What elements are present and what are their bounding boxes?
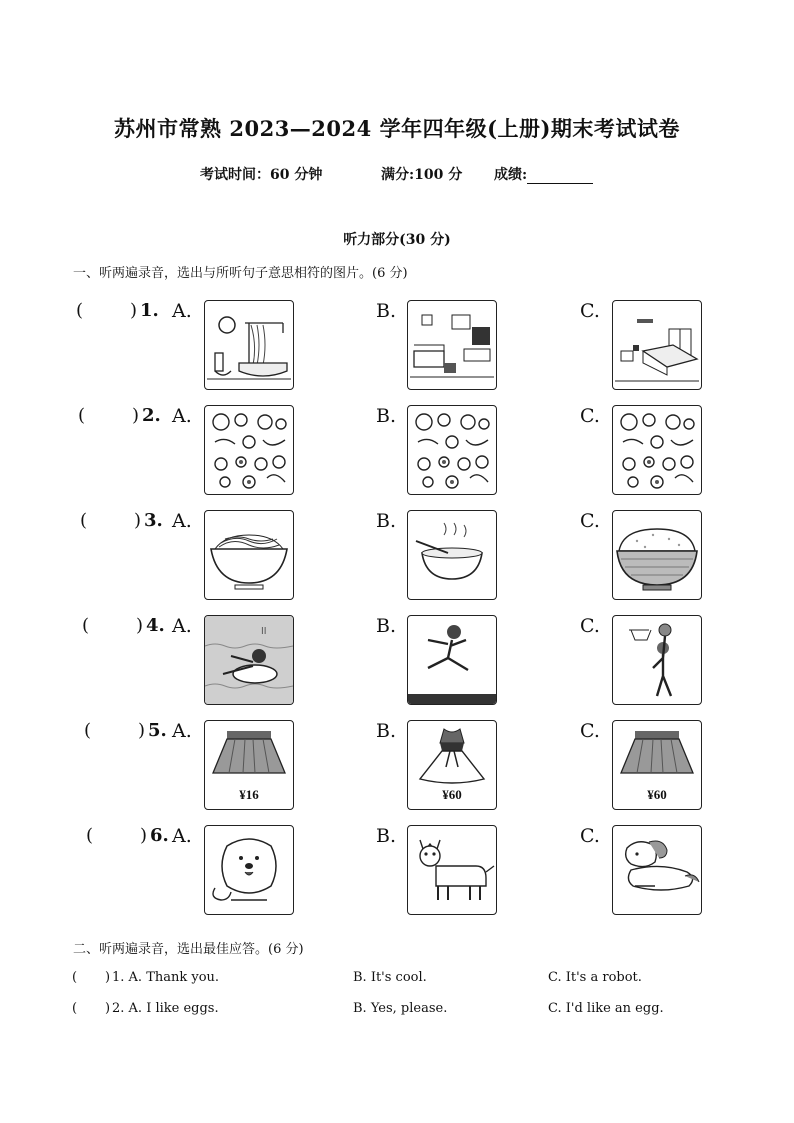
q5-option-a-price: ¥16 — [239, 787, 259, 802]
q3-option-b-soup-picture[interactable] — [407, 510, 497, 600]
q2-answer-paren-close: ) — [132, 405, 140, 426]
score-blank[interactable] — [527, 169, 593, 184]
q3-answer-paren-open[interactable]: ( — [80, 510, 88, 531]
part2-q2-option-a: 2. A. I like eggs. — [112, 1001, 219, 1016]
q3-option-b-label: B. — [376, 510, 397, 532]
q1-option-c-bedroom-picture[interactable] — [612, 300, 702, 390]
q6-option-a-label: A. — [172, 825, 192, 847]
q3-answer-paren-close: ) — [134, 510, 142, 531]
q6-option-b-label: B. — [376, 825, 397, 847]
part2-instruction: 二、听两遍录音，选出最佳应答。(6 分) — [73, 942, 304, 957]
q5-number: 5. — [148, 720, 167, 741]
q5-option-b-dress-picture[interactable] — [407, 720, 497, 810]
part2-q2-option-b: B. Yes, please. — [353, 1001, 448, 1016]
q6-option-b-corgi-picture[interactable] — [407, 825, 497, 915]
q4-answer-paren-open[interactable]: ( — [82, 615, 90, 636]
q5-option-c-label: C. — [580, 720, 600, 742]
q6-option-a-fluffy-dog-picture[interactable] — [204, 825, 294, 915]
q2-option-c-fruits-picture[interactable] — [612, 405, 702, 495]
part2-q2-option-c: C. I'd like an egg. — [548, 1001, 664, 1016]
q4-option-c-label: C. — [580, 615, 600, 637]
q2-option-b-fruits-picture[interactable] — [407, 405, 497, 495]
q4-option-b-jumping-picture[interactable] — [407, 615, 497, 705]
part1-instruction: 一、听两遍录音，选出与所听句子意思相符的图片。(6 分) — [73, 266, 408, 281]
q1-option-b-label: B. — [376, 300, 397, 322]
q1-answer-paren-close: ) — [130, 300, 138, 321]
q6-option-c-lying-dog-picture[interactable] — [612, 825, 702, 915]
q3-option-c-rice-picture[interactable] — [612, 510, 702, 600]
q1-option-a-label: A. — [172, 300, 192, 322]
part2-q2-paren-close: ) — [105, 1001, 111, 1016]
q4-option-b-label: B. — [376, 615, 397, 637]
q3-option-a-noodles-picture[interactable] — [204, 510, 294, 600]
q4-option-c-basketball-picture[interactable] — [612, 615, 702, 705]
q1-option-a-bathroom-picture[interactable] — [204, 300, 294, 390]
q4-number: 4. — [146, 615, 165, 636]
q4-answer-paren-close: ) — [136, 615, 144, 636]
listening-heading: 听力部分(30 分) — [343, 232, 451, 248]
q2-answer-paren-open[interactable]: ( — [78, 405, 86, 426]
q5-answer-paren-open[interactable]: ( — [84, 720, 92, 741]
q6-number: 6. — [150, 825, 169, 846]
part2-q2-paren-open[interactable]: ( — [72, 1001, 78, 1016]
q2-option-c-label: C. — [580, 405, 600, 427]
q3-option-a-label: A. — [172, 510, 192, 532]
q6-option-c-label: C. — [580, 825, 600, 847]
q2-option-b-label: B. — [376, 405, 397, 427]
part2-q1-option-a: 1. A. Thank you. — [112, 970, 220, 985]
part2-q1-option-c: C. It's a robot. — [548, 970, 642, 985]
q5-option-c-skirt-picture[interactable] — [612, 720, 702, 810]
score-field — [494, 164, 593, 184]
part2-q1-paren-open[interactable]: ( — [72, 970, 78, 985]
q1-option-c-label: C. — [580, 300, 600, 322]
q5-option-b-price: ¥60 — [442, 787, 462, 802]
q4-option-a-label: A. — [172, 615, 192, 637]
q2-number: 2. — [142, 405, 161, 426]
part2-q1-paren-close: ) — [105, 970, 111, 985]
score-label: 成绩: — [494, 167, 528, 183]
q5-option-b-label: B. — [376, 720, 397, 742]
q5-option-a-label: A. — [172, 720, 192, 742]
part2-q1-option-b: B. It's cool. — [353, 970, 427, 985]
exam-time: 考试时间：60 分钟 — [200, 167, 323, 183]
q5-option-a-skirt-picture[interactable] — [204, 720, 294, 810]
q1-option-b-living-room-picture[interactable] — [407, 300, 497, 390]
exam-title: 苏州市常熟 2023—2024 学年四年级(上册)期末考试试卷 — [114, 116, 680, 141]
q5-answer-paren-close: ) — [138, 720, 146, 741]
q6-answer-paren-close: ) — [140, 825, 148, 846]
q1-answer-paren-open[interactable]: ( — [76, 300, 84, 321]
q3-option-c-label: C. — [580, 510, 600, 532]
q3-number: 3. — [144, 510, 163, 531]
q6-answer-paren-open[interactable]: ( — [86, 825, 94, 846]
full-score: 满分:100 分 — [381, 167, 463, 183]
q2-option-a-label: A. — [172, 405, 192, 427]
svg-text:II: II — [261, 626, 267, 637]
q5-option-c-price: ¥60 — [647, 787, 667, 802]
q4-option-a-swimming-picture[interactable] — [204, 615, 294, 705]
q2-option-a-fruits-picture[interactable] — [204, 405, 294, 495]
q1-number: 1. — [140, 300, 159, 321]
